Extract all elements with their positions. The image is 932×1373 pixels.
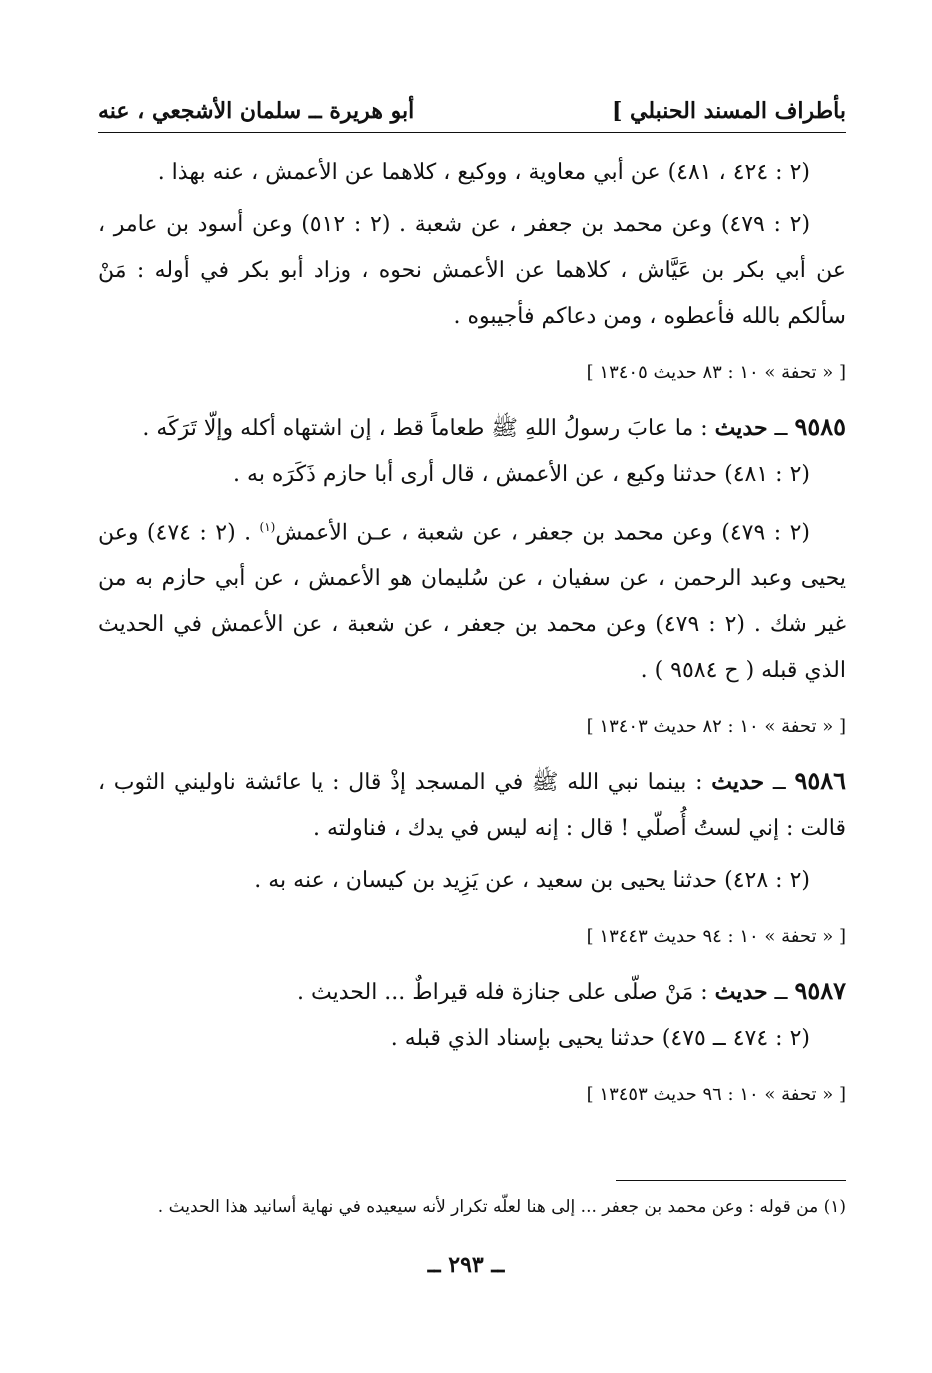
footnote-divider	[616, 1180, 846, 1181]
paragraph: (٢ : ٤٢٨) حدثنا يحيى بن سعيد ، عن يَزِيد بن كيسان ، عنه به .	[254, 868, 810, 894]
tuhfa-reference: [ « تحفة » ١٠ : ٩٤ حديث ١٣٤٤٣ ]	[586, 926, 846, 948]
footnote: (١) من قوله : وعن محمد بن جعفر ... إلى هنا لعلّه تكرار لأنه سيعيده في نهاية أسانيد هذا الحديث .	[157, 1197, 846, 1217]
page-number: ــ ٢٩٣ ــ	[427, 1252, 505, 1278]
hadith-keyword: حديث	[714, 415, 768, 441]
hadith-9586: ٩٥٨٦ ــ حديث : بينما نبي الله ﷺ في المسجد إذْ قال : يا عائشة ناوليني الثوب ، قالت : إني لستُ أُصلّي ! قال : إنه ليس في يدك ، فناولته .	[98, 766, 847, 842]
paragraph: (٢ : ٤٧٤ ــ ٤٧٥) حدثنا يحيى بإسناد الذي قبله .	[390, 1026, 810, 1052]
paragraph-part: (٢ : ٤٧٩) وعن محمد بن جعفر ، عن شعبة ، عـن الأعمش	[275, 520, 810, 546]
hadith-number: ٩٥٨٥	[794, 412, 846, 441]
paragraph: (٢ : ٤٧٩) وعن محمد بن جعفر ، عن شعبة . (٢ : ٥١٢) وعن أسود بن عامر ، عن أبي بكر بن عَيَّاش ، كلاهما عن الأعمش نحوه ، وزاد أبو بكر في أوله : مَنْ سألكم بالله فأعطوه ، ومن دعاكم فأجيبوه .	[98, 212, 846, 329]
tuhfa-reference: [ « تحفة » ١٠ : ٨٢ حديث ١٣٤٠٣ ]	[586, 716, 846, 738]
main-text	[98, 150, 846, 1126]
hadith-number: ٩٥٨٧	[794, 976, 846, 1006]
footnote-marker: (١)	[259, 520, 276, 534]
tuhfa-reference: [ « تحفة » ١٠ : ٩٦ حديث ١٣٤٥٣ ]	[586, 1084, 846, 1106]
tuhfa-reference: [ « تحفة » ١٠ : ٨٣ حديث ١٣٤٠٥ ]	[586, 362, 846, 383]
running-header	[98, 92, 846, 133]
paragraph: (٢ : ٤٢٤ ، ٤٨١) عن أبي معاوية ، ووكيع ، كلاهما عن الأعمش ، عنه بهذا .	[157, 160, 810, 185]
paragraph	[98, 504, 846, 694]
header-book-title: بأطراف المسند الحنبلي ]	[611, 98, 846, 124]
paragraph-part: . (٢ : ٤٧٤) وعن يحيى وعبد الرحمن ، عن سفيان ، عن سُليمان هو الأعمش ، عن أبي حازم به من غير شك . (٢ : ٤٧٩) وعن محمد بن جعفر ، عن شعبة ، عن الأعمش في الحديث الذي قبله ( ح ٩٥٨٤ ) .	[98, 520, 847, 684]
hadith-text: : بينما نبي الله ﷺ في المسجد إذْ قال : يا عائشة ناوليني الثوب ، قالت : إني لستُ أُصلّي ! قال : إنه ليس في يدك ، فناولته .	[98, 770, 846, 842]
hadith-keyword: حديث	[711, 769, 765, 796]
hadith-text: : مَنْ صلّى على جنازة فله قيراطٌ ... الحديث .	[297, 980, 708, 1006]
hadith-text: : ما عابَ رسولُ اللهِ ﷺ طعاماً قط ، إن اشتهاه أكله وإلّا تَرَكَه .	[142, 416, 708, 441]
header-chapter-title: أبو هريرة ــ سلمان الأشجعي ، عنه	[98, 98, 415, 124]
hadith-9585: ٩٥٨٥ ــ حديث : ما عابَ رسولُ اللهِ ﷺ طعاماً قط ، إن اشتهاه أكله وإلّا تَرَكَه .	[142, 412, 846, 441]
hadith-number: ٩٥٨٦	[794, 766, 847, 796]
hadith-keyword: حديث	[714, 979, 768, 1006]
paragraph: (٢ : ٤٨١) حدثنا وكيع ، عن الأعمش ، قال أرى أبا حازم ذَكَرَه به .	[233, 462, 810, 487]
hadith-9587: ٩٥٨٧ ــ حديث : مَنْ صلّى على جنازة فله قيراطٌ ... الحديث .	[297, 976, 846, 1006]
